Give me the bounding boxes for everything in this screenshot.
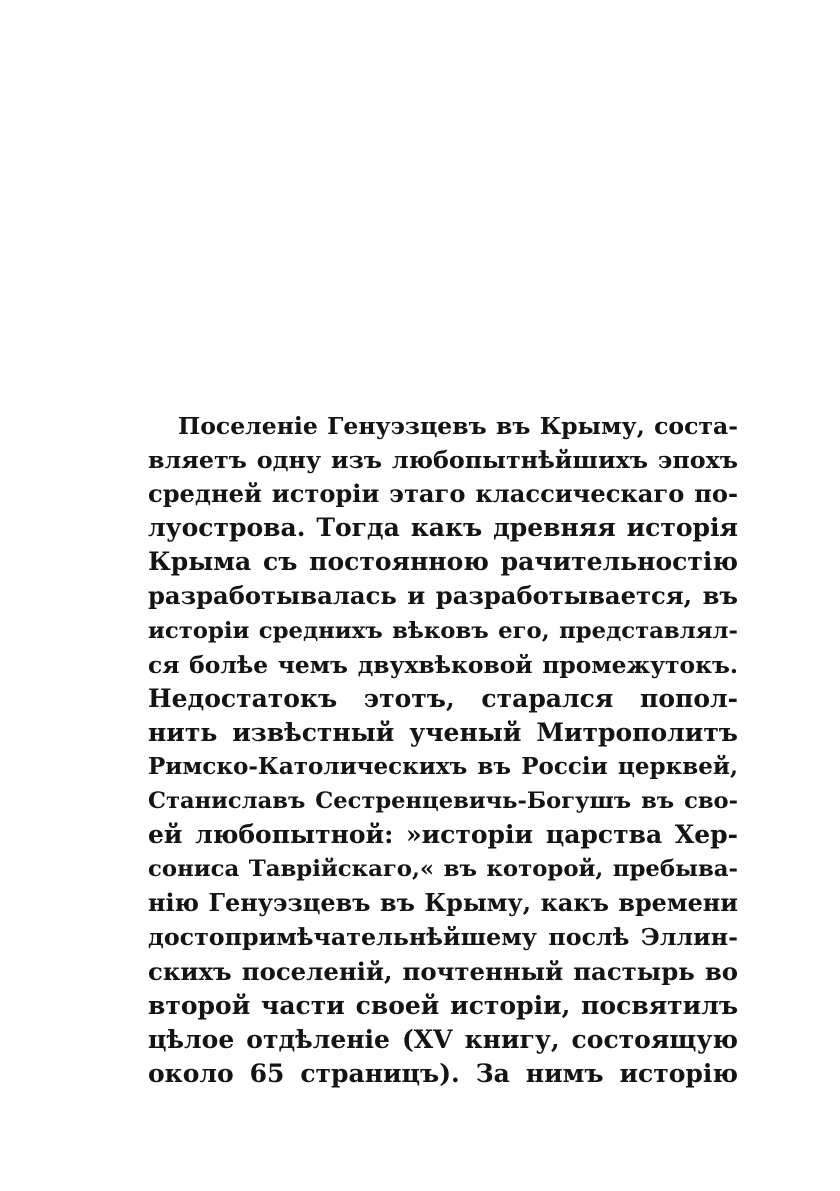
text-line: достопримѣчательнѣйшему послѣ Эллин- xyxy=(148,923,738,952)
text-line: средней исторiи этаго классическаго по- xyxy=(148,479,738,509)
text-line: ся болѣе чемъ двухвѣковой промежутокъ. xyxy=(148,650,738,679)
text-line: Станиславъ Сестренцевичь-Богушъ въ сво- xyxy=(148,788,738,815)
text-line: исторiи среднихъ вѣковъ его, представлял- xyxy=(148,617,738,644)
text-line: луострова. Тогда какъ древняя исторiя xyxy=(148,513,738,543)
text-line: скихъ поселенiй, почтенный пастырь во xyxy=(148,956,738,986)
text-line: Крыма съ постоянною рачительностiю xyxy=(148,547,738,577)
text-line: вляетъ одну изъ любопытнѣйшихъ эпохъ xyxy=(148,446,738,475)
text-line: нить извѣстный ученый Митрополитъ xyxy=(148,717,738,747)
text-line: сониса Таврiйскаго,« въ которой, пребыва- xyxy=(148,856,738,883)
text-line: ей любопытной: »исторiи царства Хер- xyxy=(148,820,738,850)
text-line: Поселенie Генуэзцевъ въ Крыму, соста- xyxy=(178,412,738,440)
text-line: нiю Генуэзцевъ въ Крыму, какъ времени xyxy=(148,889,738,918)
text-line: Римско-Католическихъ въ Россiи церквей, xyxy=(148,752,738,780)
text-line: Недостатокъ этотъ, старался попол- xyxy=(148,683,738,713)
body-text xyxy=(148,409,738,1091)
text-line: около 65 страницъ). За нимъ исторiю xyxy=(148,1058,738,1088)
text-line: разработывалась и разработывается, въ xyxy=(148,581,738,611)
text-line: цѣлое отдѣленiе (XV книгу, состоящую xyxy=(148,1024,738,1054)
text-line: второй части своей исторiи, посвятилъ xyxy=(148,990,738,1020)
